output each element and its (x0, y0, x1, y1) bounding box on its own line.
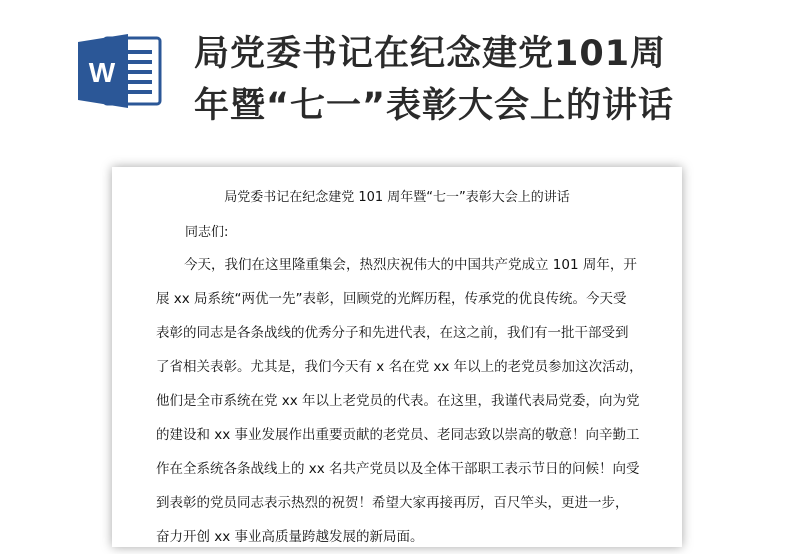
body-line: 表彰的同志是各条战线的优秀分子和先进代表，在这之前，我们有一批干部受到 (156, 325, 629, 341)
body-line: 展 xx 局系统“两优一先”表彰，回顾党的光辉历程，传承党的优良传统。今天受 (156, 291, 627, 307)
header-title (194, 28, 754, 132)
body-line: 今天，我们在这里隆重集会，热烈庆祝伟大的中国共产党成立 101 周年，开 (184, 257, 637, 273)
body-line: 他们是全市系统在党 xx 年以上老党员的代表。在这里，我谨代表局党委，向为党 (156, 393, 640, 409)
body-line: 的建设和 xx 事业发展作出重要贡献的老党员、老同志致以崇高的敬意！向辛勤工 (156, 427, 640, 443)
word-app-icon (78, 34, 164, 108)
document-page (112, 167, 682, 547)
document-body (156, 248, 642, 554)
header-title-line-2: 年暨“七一”表彰大会上的讲话 (194, 86, 675, 126)
word-icon-letter: W (88, 57, 116, 88)
document-greeting: 同志们: (185, 225, 229, 240)
body-line: 了省相关表彰。尤其是，我们今天有 x 名在党 xx 年以上的老党员参加这次活动， (156, 359, 643, 375)
body-line: 奋力开创 xx 事业高质量跨越发展的新局面。 (156, 529, 424, 545)
body-line: 到表彰的党员同志表示热烈的祝贺！希望大家再接再厉，百尺竿头，更进一步， (156, 495, 629, 511)
body-line: 作在全系统各条战线上的 xx 名共产党员以及全体干部职工表示节日的问候！向受 (156, 461, 640, 477)
document-title: 局党委书记在纪念建党 101 周年暨“七一”表彰大会上的讲话 (224, 190, 570, 205)
header-title-line-1: 局党委书记在纪念建党101周 (194, 34, 667, 74)
header-banner (0, 0, 800, 150)
